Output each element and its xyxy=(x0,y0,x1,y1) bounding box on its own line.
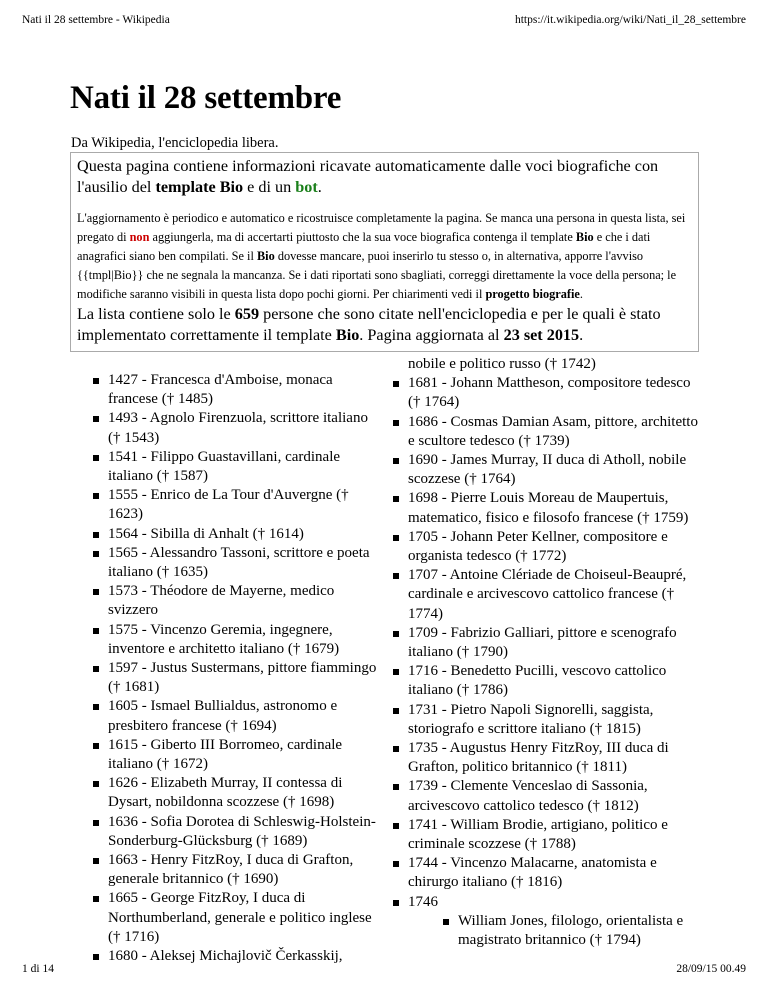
list-item[interactable]: 1731 - Pietro Napoli Signorelli, saggista, storiografo e scrittore italiano († 1815) xyxy=(390,701,700,739)
list-item[interactable]: 1741 - William Brodie, artigiano, politico e criminale scozzese († 1788) xyxy=(390,816,700,854)
bio-template-ref-3[interactable]: Bio xyxy=(335,326,360,344)
list-item[interactable]: 1636 - Sofia Dorotea di Schleswig-Holstein-Sonderburg-Glücksburg († 1689) xyxy=(90,813,380,851)
list-item[interactable]: 1746 xyxy=(390,893,700,912)
print-footer-page: 1 di 14 xyxy=(22,963,54,975)
list-item[interactable]: 1709 - Fabrizio Galliari, pittore e scenografo italiano († 1790) xyxy=(390,624,700,662)
notice-details-text: L'aggiornamento è periodico e automatico e ricostruisce completamente la pagina. Se manca una persona in questa lista, sei pregato di xyxy=(77,211,686,244)
non-emphasis: non xyxy=(129,230,150,244)
notice-details-text-2: aggiungerla, ma di accertarti piuttosto che la sua voce biografica contenga il template xyxy=(149,230,576,244)
update-date: 23 set 2015 xyxy=(503,326,580,344)
print-footer-date: 28/09/15 00.49 xyxy=(676,963,746,975)
sub-list-item[interactable]: William Jones, filologo, orientalista e magistrato britannico († 1794) xyxy=(390,912,700,950)
bio-template-ref-2[interactable]: Bio xyxy=(256,249,275,263)
list-item[interactable]: 1665 - George FitzRoy, I duca di Northumberland, generale e politico inglese († 1716) xyxy=(90,889,380,947)
list-item[interactable]: 1565 - Alessandro Tassoni, scrittore e poeta italiano († 1635) xyxy=(90,544,380,582)
list-item[interactable]: 1663 - Henry FitzRoy, I duca di Grafton, generale britannico († 1690) xyxy=(90,851,380,889)
list-item[interactable]: 1686 - Cosmas Damian Asam, pittore, architetto e scultore tedesco († 1739) xyxy=(390,413,700,451)
list-item[interactable]: 1493 - Agnolo Firenzuola, scrittore italiano († 1543) xyxy=(90,409,380,447)
list-item[interactable]: 1716 - Benedetto Pucilli, vescovo cattolico italiano († 1786) xyxy=(390,662,700,700)
births-list xyxy=(90,371,380,966)
list-item[interactable]: 1555 - Enrico de La Tour d'Auvergne († 1623) xyxy=(90,486,380,524)
notice-details-text-5: . xyxy=(579,287,583,301)
template-bio-link[interactable]: template Bio xyxy=(155,178,244,196)
list-item-continuation: nobile e politico russo († 1742) xyxy=(408,356,596,372)
list-item[interactable]: 1626 - Elizabeth Murray, II contessa di Dysart, nobildonna scozzese († 1698) xyxy=(90,774,380,812)
notice-summary-text: La lista contiene solo le xyxy=(77,305,235,323)
notice-summary xyxy=(77,304,692,346)
list-item[interactable]: 1739 - Clemente Venceslao di Sassonia, arcivescovo cattolico tedesco († 1812) xyxy=(390,777,700,815)
notice-details-text-3: e che i dati anagrafici siano ben compilati. Se il xyxy=(77,230,651,263)
list-item[interactable]: 1564 - Sibilla di Anhalt († 1614) xyxy=(90,525,380,544)
notice-lead xyxy=(77,156,692,198)
notice-lead-text: Questa pagina contiene informazioni ricavate automaticamente dalle voci biografiche con l'ausilio del xyxy=(77,157,659,196)
page-title: Nati il 28 settembre xyxy=(70,80,342,116)
print-header-url: https://it.wikipedia.org/wiki/Nati_il_28_settembre xyxy=(514,14,746,26)
persons-count: 659 xyxy=(234,305,260,323)
page-tagline: Da Wikipedia, l'enciclopedia libera. xyxy=(71,135,279,151)
notice-lead-text-3: . xyxy=(317,178,322,196)
list-item[interactable]: 1681 - Johann Mattheson, compositore tedesco († 1764) xyxy=(390,374,700,412)
notice-details-text-4: dovesse mancare, puoi inserirlo tu stesso o, in alternativa, apporre l'avviso {{tmpl|Bio}} che ne segnala la mancanza. Se i dati riportati sono sbagliati, correggi direttamente la voce della persona; le modifiche saranno visibili in questa lista dopo pochi giorni. Per chiarimenti vedi il xyxy=(77,249,677,301)
progetto-biografie-link[interactable]: progetto biografie xyxy=(485,287,580,301)
notice-summary-text-3: . Pagina aggiornata al xyxy=(359,326,504,344)
list-item[interactable]: 1605 - Ismael Bullialdus, astronomo e presbitero francese († 1694) xyxy=(90,697,380,735)
births-list-left-column xyxy=(90,371,380,966)
list-item[interactable]: 1541 - Filippo Guastavillani, cardinale italiano († 1587) xyxy=(90,448,380,486)
bot-link[interactable]: bot xyxy=(295,178,318,196)
list-item[interactable]: 1573 - Théodore de Mayerne, medico svizzero xyxy=(90,582,380,620)
list-item[interactable]: 1680 - Aleksej Michajlovič Čerkasskij, xyxy=(90,947,380,966)
list-item[interactable]: 1707 - Antoine Clériade de Choiseul-Beaupré, cardinale e arcivescovo cattolico francese († 1774) xyxy=(390,566,700,624)
notice-summary-text-2: persone che sono citate nell'enciclopedia e per le quali è stato implementato correttamente il template xyxy=(77,305,661,344)
bio-notice-box xyxy=(70,152,699,352)
list-item[interactable]: 1735 - Augustus Henry FitzRoy, III duca di Grafton, politico britannico († 1811) xyxy=(390,739,700,777)
list-item[interactable]: 1615 - Giberto III Borromeo, cardinale italiano († 1672) xyxy=(90,736,380,774)
births-list-continued xyxy=(390,355,700,950)
list-item[interactable]: 1698 - Pierre Louis Moreau de Maupertuis, matematico, fisico e filosofo francese († 1759) xyxy=(390,489,700,527)
births-list-right-column xyxy=(390,355,700,950)
print-header-title: Nati il 28 settembre - Wikipedia xyxy=(22,14,170,26)
notice-details xyxy=(77,209,692,304)
list-item[interactable]: 1427 - Francesca d'Amboise, monaca francese († 1485) xyxy=(90,371,380,409)
list-item[interactable]: 1744 - Vincenzo Malacarne, anatomista e chirurgo italiano († 1816) xyxy=(390,854,700,892)
list-item[interactable]: 1705 - Johann Peter Kellner, compositore e organista tedesco († 1772) xyxy=(390,528,700,566)
list-item[interactable]: 1690 - James Murray, II duca di Atholl, nobile scozzese († 1764) xyxy=(390,451,700,489)
list-item[interactable]: 1575 - Vincenzo Geremia, ingegnere, inventore e architetto italiano († 1679) xyxy=(90,621,380,659)
list-item[interactable]: 1597 - Justus Sustermans, pittore fiammingo († 1681) xyxy=(90,659,380,697)
notice-summary-text-4: . xyxy=(579,326,584,344)
notice-lead-text-2: e di un xyxy=(243,178,296,196)
bio-template-ref-1[interactable]: Bio xyxy=(575,230,594,244)
